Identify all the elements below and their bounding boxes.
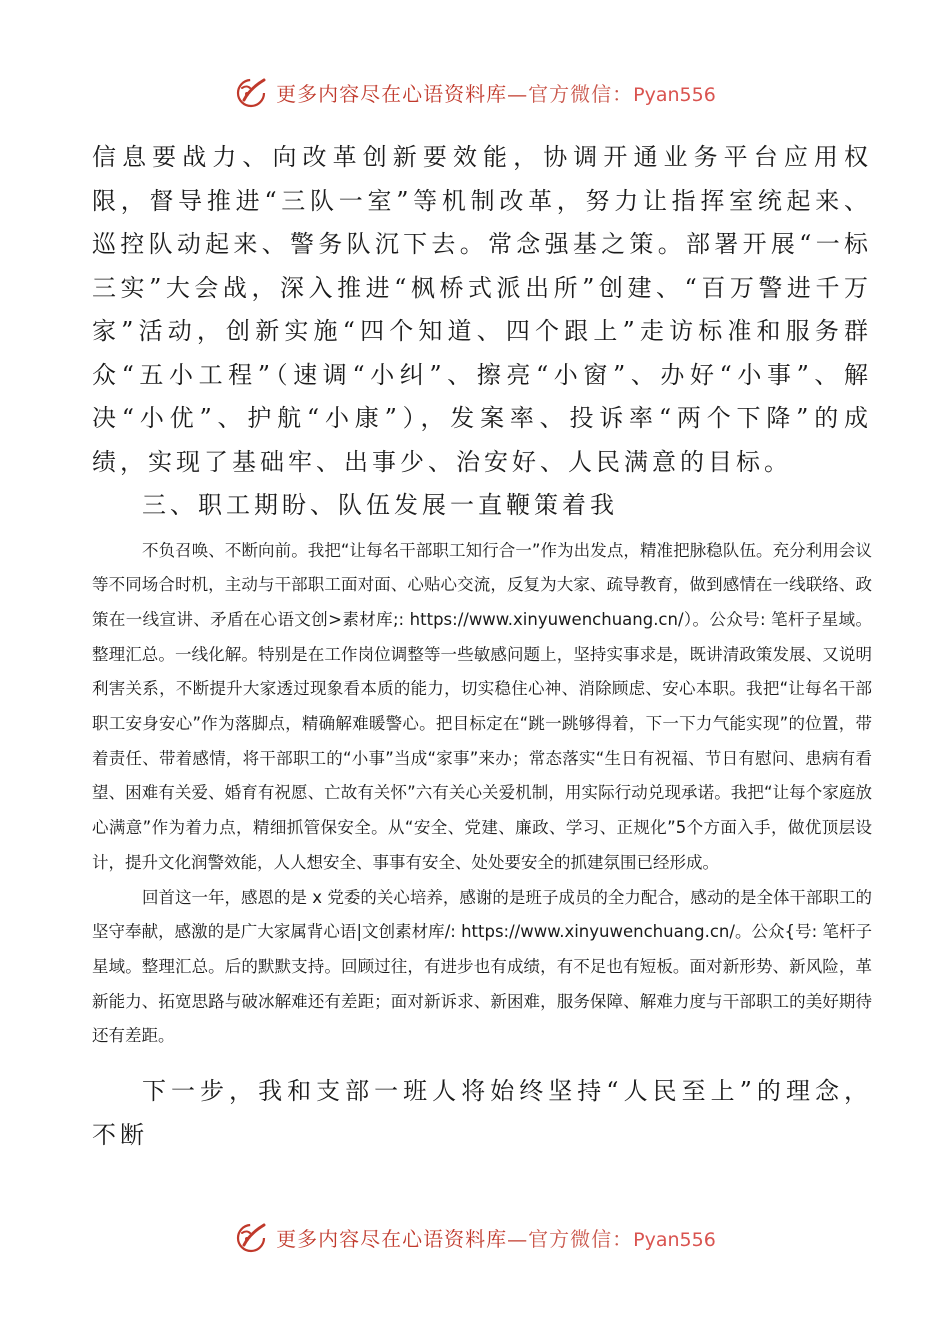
document-body	[92, 136, 872, 1157]
banner-separator: —	[507, 81, 529, 106]
section-heading-3: 三、职工期盼、队伍发展一直鞭策着我	[142, 491, 618, 519]
paragraph-section-3: 不负召唤、不断向前。我把“让每名干部职工知行合一”作为出发点，精准把脉稳队伍。充分利用会议等不同场合时机，主动与干部职工面对面、心贴心交流，反复为大家、疏导教育，做到感情在一线联络、政策在一线宣讲、矛盾在心语文创>素材库;: https://www.xinyuwenchuang.cn/）。公众号: 笔杆子星域。整理汇总。一线化解。特别是在工作岗位调整等一些敏感问题上，坚持实事求是，既讲清政策发展、又说明利害关系，不断提升大家透过现象看本质的能力，切实稳住心神、消除顾虑、安心本职。我把“让每名干部职工安身安心”作为落脚点，精确解难暖警心。把目标定在“跳一跳够得着，下一下力气能实现”的位置，带着责任、带着感情，将干部职工的“小事”当成“家事”来办；常态落实“生日有祝福、节日有慰问、患病有看望、困难有关爱、婚育有祝愿、亡故有关怀”六有关心关爱机制，用实际行动兑现承诺。我把“让每个家庭放心满意”作为着力点，精细抓管保安全。从“安全、党建、廉政、学习、正规化”5个方面入手，做优顶层设计，提升文化润警效能，人人想安全、事事有安全、处处要安全的抓建氛围已经形成。	[92, 540, 872, 872]
footer-banner	[0, 1215, 950, 1259]
ink-brush-logo-icon	[234, 74, 270, 110]
banner-text	[276, 78, 716, 107]
paragraph-continuation: 信息要战力、向改革创新要效能，协调开通业务平台应用权限，督导推进“三队一室”等机制改革，努力让指挥室统起来、巡控队动起来、警务队沉下去。常念强基之策。部署开展“一标三实”大会战，深入推进“枫桥式派出所”创建、“百万警进千万家”活动，创新实施“四个知道、四个跟上”走访标准和服务群众“五小工程”（速调“小纠”、擦亮“小窗”、办好“小事”、解决“小优”、护航“小康”），发案率、投诉率“两个下降”的成绩，实现了基础牢、出事少、治安好、人民满意的目标。	[92, 143, 872, 476]
paragraph-review: 回首这一年，感恩的是 x 党委的关心培养，感谢的是班子成员的全力配合，感动的是全体干部职工的坚守奉献，感激的是广大家属背心语|文创素材库/: https://www.xinyuwenchuang.cn/。公众{号: 笔杆子星域。整理汇总。后的默默支持。回顾过往，有进步也有成绩，有不足也有短板。面对新形势、新风险，革新能力、拓宽思路与破冰解难还有差距；面对新诉求、新困难，服务保障、解难力度与干部职工的美好期待还有差距。	[92, 887, 872, 1046]
ink-brush-logo-icon	[234, 1219, 270, 1255]
paragraph-next-step: 下一步，我和支部一班人将始终坚持“人民至上”的理念，不断	[92, 1077, 872, 1149]
banner-wechat-label: 官方微信：	[528, 1226, 634, 1251]
banner-slogan: 更多内容尽在心语资料库	[276, 81, 508, 106]
banner-wechat-label: 官方微信：	[528, 81, 634, 106]
banner-wechat-id: Pyan556	[633, 83, 716, 106]
banner-text	[276, 1223, 716, 1252]
banner-slogan: 更多内容尽在心语资料库	[276, 1226, 508, 1251]
header-banner	[0, 70, 950, 114]
banner-separator: —	[507, 1226, 529, 1251]
banner-wechat-id: Pyan556	[633, 1228, 716, 1251]
